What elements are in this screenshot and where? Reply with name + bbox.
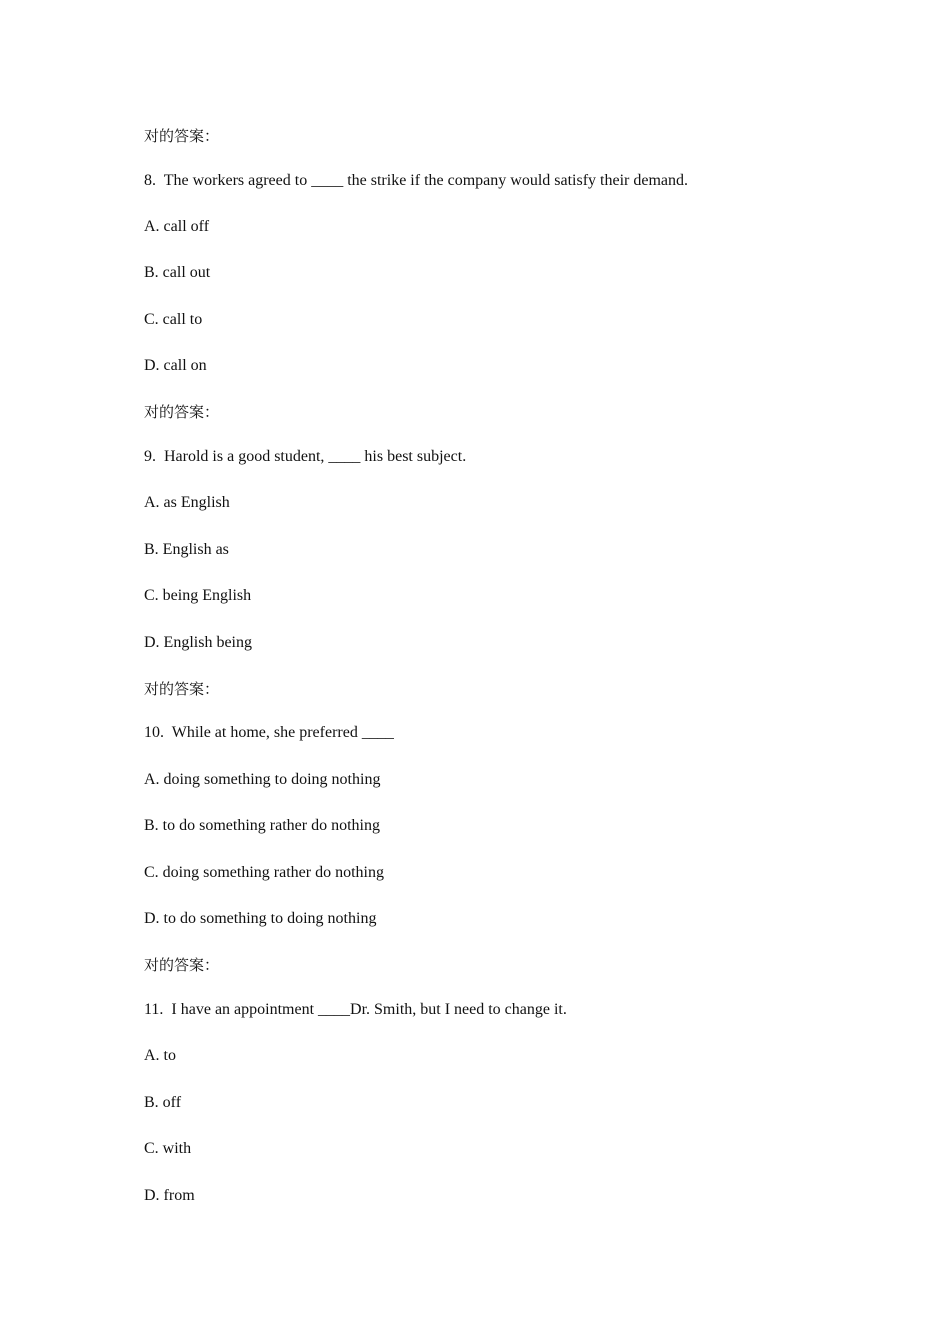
question-9-stem: 9. Harold is a good student, ____ his best subject. [144, 448, 467, 465]
question-11-option-d: D. from [144, 1187, 195, 1204]
question-9-option-d: D. English being [144, 634, 252, 651]
question-11-option-a: A. to [144, 1047, 176, 1064]
answer-label: 对的答案： [144, 956, 220, 974]
question-8-option-d: D. call on [144, 357, 207, 374]
question-10-option-a: A. doing something to doing nothing [144, 771, 381, 788]
question-8-stem: 8. The workers agreed to ____ the strike if the company would satisfy their demand. [144, 172, 689, 189]
answer-label: 对的答案： [144, 127, 220, 145]
question-9-option-b: B. English as [144, 541, 229, 558]
question-9-option-a: A. as English [144, 494, 230, 511]
question-8-option-c: C. call to [144, 311, 203, 328]
question-10-option-d: D. to do something to doing nothing [144, 910, 377, 927]
question-8-option-b: B. call out [144, 264, 211, 281]
question-9-option-c: C. being English [144, 587, 252, 604]
question-11-option-c: C. with [144, 1140, 192, 1157]
question-11-stem: 11. I have an appointment ____Dr. Smith, but I need to change it. [144, 1001, 567, 1018]
answer-label: 对的答案： [144, 680, 220, 698]
answer-label: 对的答案： [144, 403, 220, 421]
question-10-stem: 10. While at home, she preferred ____ [144, 724, 394, 741]
question-10-option-b: B. to do something rather do nothing [144, 817, 380, 834]
question-10-option-c: C. doing something rather do nothing [144, 864, 384, 881]
question-11-option-b: B. off [144, 1094, 182, 1111]
question-8-option-a: A. call off [144, 218, 210, 235]
